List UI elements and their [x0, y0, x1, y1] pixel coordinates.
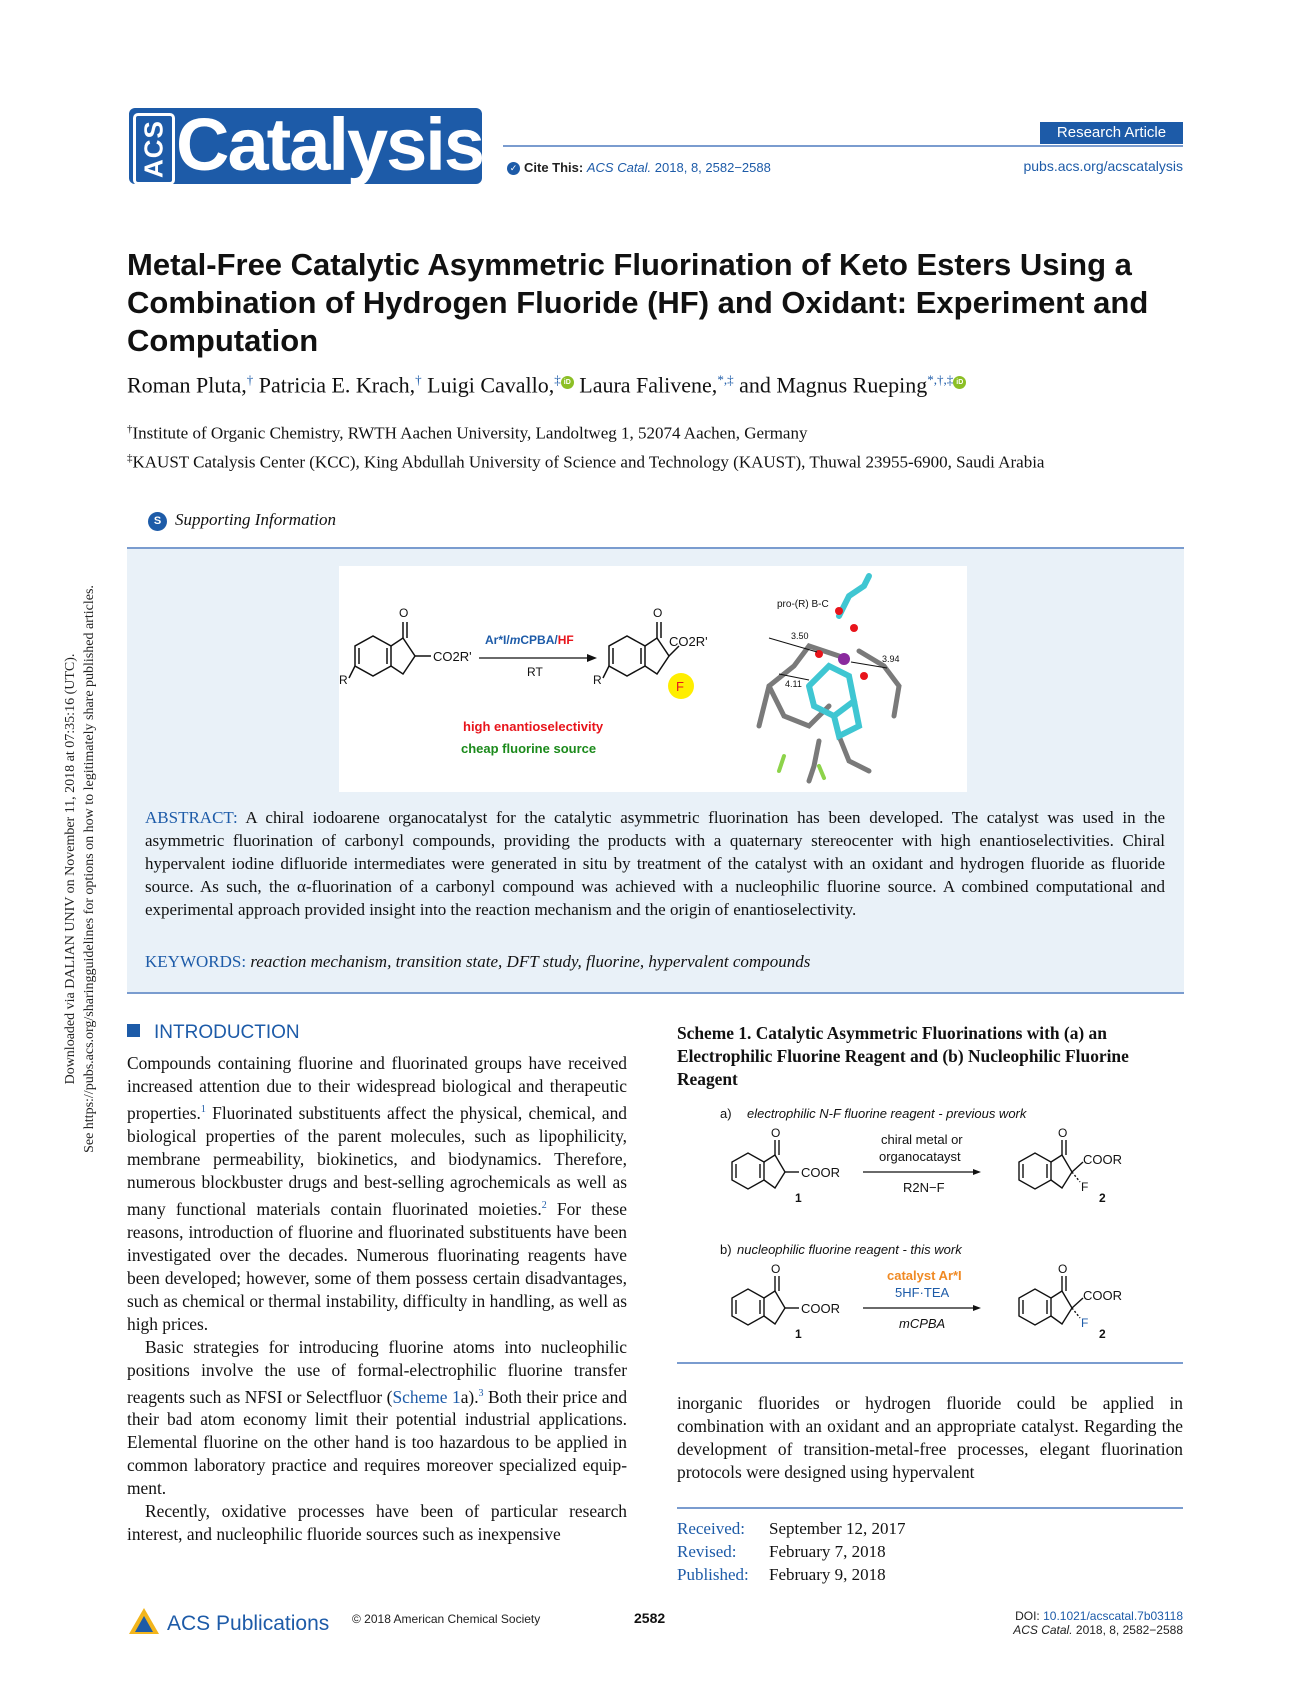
author-affil-mark: *,‡: [717, 372, 734, 387]
paragraph: Basic strategies for introducing fluorine atoms into nucleophilic positions involve the use of formal-electrophilic fluorine transfer reagents such as NFSI or Selectfluor (Scheme 1a).$^3$ Both their price and their bad atom economy limit their potential industrial applications. Elemental fluorine on the other hand is too hazardous to be applied in common laboratory practice and requires moreover specialized equip-ment.: [127, 1336, 628, 1499]
cite-details: 2018, 8, 2582−2588: [654, 160, 771, 175]
compound-number: 1: [795, 1327, 802, 1341]
abstract-text: A chiral iodoarene organocatalyst for the catalytic asymmetric fluorination has been developed. The catalyst was used in the asymmetric fluorination of carbonyl compounds, providing the products with a quaternary stereocenter with high enantioselectivities. Chiral hypervalent iodine difluoride intermediates were generated in situ by treatment of the catalyst with an oxidant and hydrogen fluoride as fluoride source. As such, the α-fluorination of a carbonyl compound was achieved with a nucleophilic fluorine source. A combined computational and experimental approach provided insight into the reaction mechanism and the origin of enantioselectivity.: [145, 808, 1166, 919]
orcid-icon[interactable]: iD: [953, 376, 966, 389]
keywords-label: KEYWORDS:: [145, 952, 247, 971]
publication-dates: [677, 1517, 905, 1586]
article-title: Metal-Free Catalytic Asymmetric Fluorination of Keto Esters Using a Combination of Hydrogen Fluoride (HF) and Oxidant: Experiment and Computation: [127, 247, 1149, 358]
cite-journal: ACS Catal.: [586, 160, 652, 175]
scheme-part-title: electrophilic N-F fluorine reagent - previous work: [747, 1106, 1027, 1121]
coor-label: COOR: [1083, 1288, 1122, 1303]
r-group-label: R: [339, 673, 348, 687]
scheme-part-title: nucleophilic fluorine reagent - this work: [737, 1242, 962, 1257]
compound-number: 2: [1099, 1327, 1106, 1341]
arrow-head: [587, 654, 597, 662]
reagents-label: Ar*I/mCPBA/HF: [485, 633, 574, 647]
supporting-info-label: Supporting Information: [175, 510, 337, 529]
affil-mark: †: [127, 423, 133, 435]
compound-number: 2: [1099, 1191, 1106, 1205]
toc-graphic: [339, 566, 967, 792]
introduction-body: [127, 1052, 627, 1546]
author-name[interactable]: Roman Pluta,: [127, 372, 247, 398]
journal-url-link[interactable]: pubs.acs.org/acscatalysis: [1023, 158, 1183, 174]
compound-2-structure: [1019, 1140, 1083, 1189]
date-value: February 7, 2018: [769, 1542, 886, 1561]
supporting-info-icon: S: [148, 512, 167, 531]
product-ester-label: CO2R': [669, 634, 708, 649]
copyright: © 2018 American Chemical Society: [352, 1612, 541, 1626]
oxygen-label: O: [771, 1262, 781, 1276]
oxygen-label: O: [653, 606, 663, 620]
oxygen-label: O: [771, 1126, 781, 1140]
acs-publications-logo[interactable]: [127, 1606, 329, 1636]
scheme-condition: chiral metal or: [881, 1132, 963, 1147]
scheme-caption-text: Catalytic Asymmetric Fluorinations with (a) an Electrophilic Fluorine Reagent and (b) Nucleophilic Fluorine Reagent: [677, 1023, 1129, 1089]
date-label: Published:: [677, 1565, 749, 1584]
doi-label: DOI:: [1015, 1609, 1040, 1623]
article-type-badge: Research Article: [1040, 122, 1183, 144]
date-label: Revised:: [677, 1542, 737, 1561]
author-list: [127, 372, 966, 398]
date-value: September 12, 2017: [769, 1519, 906, 1538]
arrow-head: [973, 1305, 981, 1311]
reference-link[interactable]: 2: [541, 1199, 547, 1211]
keywords: [145, 952, 810, 972]
scheme-bottom-rule: [677, 1362, 1183, 1364]
affiliation: [127, 418, 1187, 445]
watermark-line-1: Downloaded via DALIAN UNIV on November 11, 2018 at 07:35:16 (UTC).: [63, 653, 78, 1085]
coor-label: COOR: [801, 1165, 840, 1180]
author-name[interactable]: Patricia E. Krach,: [258, 372, 416, 398]
date-row: [677, 1517, 905, 1540]
affil-text: Institute of Organic Chemistry, RWTH Aachen University, Landoltweg 1, 52074 Aachen, Germany: [132, 423, 808, 443]
scheme-svg: [677, 1100, 1183, 1370]
oxygen-label: O: [399, 606, 409, 620]
r-group-label: R: [593, 673, 602, 687]
checkmark-icon: ✓: [507, 162, 520, 175]
distance-label: 3.50: [791, 631, 809, 641]
section-marker-icon: [127, 1024, 140, 1037]
product-structure: [603, 622, 679, 678]
paragraph: Compounds containing fluorine and fluorinated groups have received increased attention due to their widespread biological and therapeutic properties.$^1$ Fluorinated substituents affect the physical, chemical, and biological properties of the parent molecules, such as lipophilicity, membrane permeability, biokinetics, and biodynamics. Therefore, numerous blockbuster drugs and best-selling agrochemicals as well as many functional materials contain fluorinated moieties.$^2$ For these reasons, introduction of fluorine and fluorinated substituents have been investigated over the decades. Numerous fluorinating reagents have been developed; however, some of them possess certain disadvantages, such as chemical or thermal instability, difficulty in handling, as well as high prices.: [127, 1053, 627, 1334]
date-row: [677, 1563, 905, 1586]
citation: 2018, 8, 2582−2588: [1075, 1623, 1183, 1637]
toc-graphic-svg: [339, 566, 967, 792]
doi-link[interactable]: 10.1021/acscatal.7b03118: [1043, 1609, 1183, 1623]
author-affil-mark: ‡: [554, 372, 561, 387]
watermark-line-2: See https://pubs.acs.org/sharingguidelines for options on how to legitimately share published articles.: [82, 585, 97, 1153]
distance-label: 4.11: [785, 679, 802, 689]
date-value: February 9, 2018: [769, 1565, 886, 1584]
abstract: [145, 806, 1165, 921]
orcid-icon[interactable]: iD: [561, 376, 574, 389]
scheme-number: Scheme 1.: [677, 1023, 752, 1043]
section-heading-text: INTRODUCTION: [154, 1022, 300, 1043]
date-row: [677, 1540, 905, 1563]
supporting-information-link[interactable]: [148, 510, 336, 531]
right-column-text: inorganic fluorides or hydrogen fluoride could be applied in combination with an oxidant and an appropriate catalyst. Regarding the development of transition-metal-free processes, elegant fluorination protocols were designed using hypervalent: [677, 1393, 1183, 1482]
fluorine-label: F: [676, 679, 684, 694]
dates-rule: [677, 1507, 1183, 1509]
scheme-1-figure: [677, 1100, 1183, 1370]
acs-publications-icon: [127, 1606, 161, 1636]
scheme-part-label: b): [720, 1242, 732, 1257]
compound-number: 1: [795, 1191, 802, 1205]
paragraph: Recently, oxidative processes have been of particular research interest, and nucleophilic fluoride sources such as inexpensive: [127, 1501, 627, 1545]
scheme-condition-catalyst: catalyst Ar*I: [887, 1268, 962, 1283]
fluorine-label: F: [1081, 1316, 1089, 1330]
doi-block: [983, 1609, 1183, 1637]
citation-journal: ACS Catal.: [1013, 1623, 1073, 1637]
publisher-name: ACS Publications: [167, 1612, 330, 1635]
tagline-enantioselectivity: high enantioselectivity: [463, 719, 604, 734]
compound-1-structure: [732, 1140, 799, 1189]
scheme-part-label: a): [720, 1106, 732, 1121]
coor-label: COOR: [1083, 1152, 1122, 1167]
scheme-caption: [677, 1022, 1183, 1091]
affil-mark: ‡: [127, 452, 133, 464]
author-name[interactable]: and Magnus Rueping: [739, 372, 928, 398]
affiliation: [127, 447, 1187, 474]
cite-this[interactable]: [507, 160, 771, 175]
abstract-label: ABSTRACT:: [145, 808, 238, 827]
compound-2-structure: [1019, 1276, 1083, 1325]
compound-1-structure: [732, 1276, 799, 1325]
section-heading-introduction: [127, 1022, 300, 1044]
indanone-structure: [349, 622, 431, 678]
author-name[interactable]: Laura Falivene,: [579, 372, 718, 398]
condition-label: RT: [527, 665, 543, 679]
journal-logo-word: Catalysis: [176, 103, 483, 186]
acs-logo-mark: ACS: [133, 113, 175, 185]
coor-label: COOR: [801, 1301, 840, 1316]
author-affil-mark: †: [246, 372, 254, 387]
reference-link[interactable]: 3: [478, 1387, 484, 1399]
download-watermark: [61, 319, 99, 1419]
author-affil-mark: †: [415, 372, 422, 387]
affil-text: KAUST Catalysis Center (KCC), King Abdullah University of Science and Technology (KAUST), Thuwal 23955-6900, Saudi Arabia: [132, 452, 1045, 472]
author-name[interactable]: Luigi Cavallo,: [427, 372, 555, 398]
distance-label: 3.94: [882, 654, 900, 664]
scheme-condition: mCPBA: [899, 1316, 946, 1331]
ts-label: pro-(R) B-C: [777, 599, 829, 610]
scheme-condition: organocatayst: [879, 1149, 961, 1164]
header-rule: [503, 145, 1183, 147]
fluorine-label: F: [1081, 1180, 1089, 1194]
scheme-link[interactable]: Scheme 1: [392, 1386, 461, 1407]
scheme-condition: R2N−F: [903, 1180, 945, 1195]
keywords-text: reaction mechanism, transition state, DFT study, fluorine, hypervalent compounds: [250, 952, 811, 971]
reference-link[interactable]: 1: [200, 1104, 206, 1115]
scheme-condition-hf: 5HF·TEA: [895, 1285, 950, 1300]
oxygen-label: O: [1058, 1126, 1068, 1140]
arrow-head: [973, 1169, 981, 1175]
date-label: Received:: [677, 1519, 745, 1538]
page-number: 2582: [634, 1610, 666, 1626]
oxygen-label: O: [1058, 1262, 1068, 1276]
cite-label: Cite This:: [524, 160, 584, 175]
tagline-fluorine-source: cheap fluorine source: [461, 741, 597, 756]
author-affil-mark: *,†,‡: [927, 372, 954, 387]
sm-ester-label: CO2R': [433, 649, 472, 664]
